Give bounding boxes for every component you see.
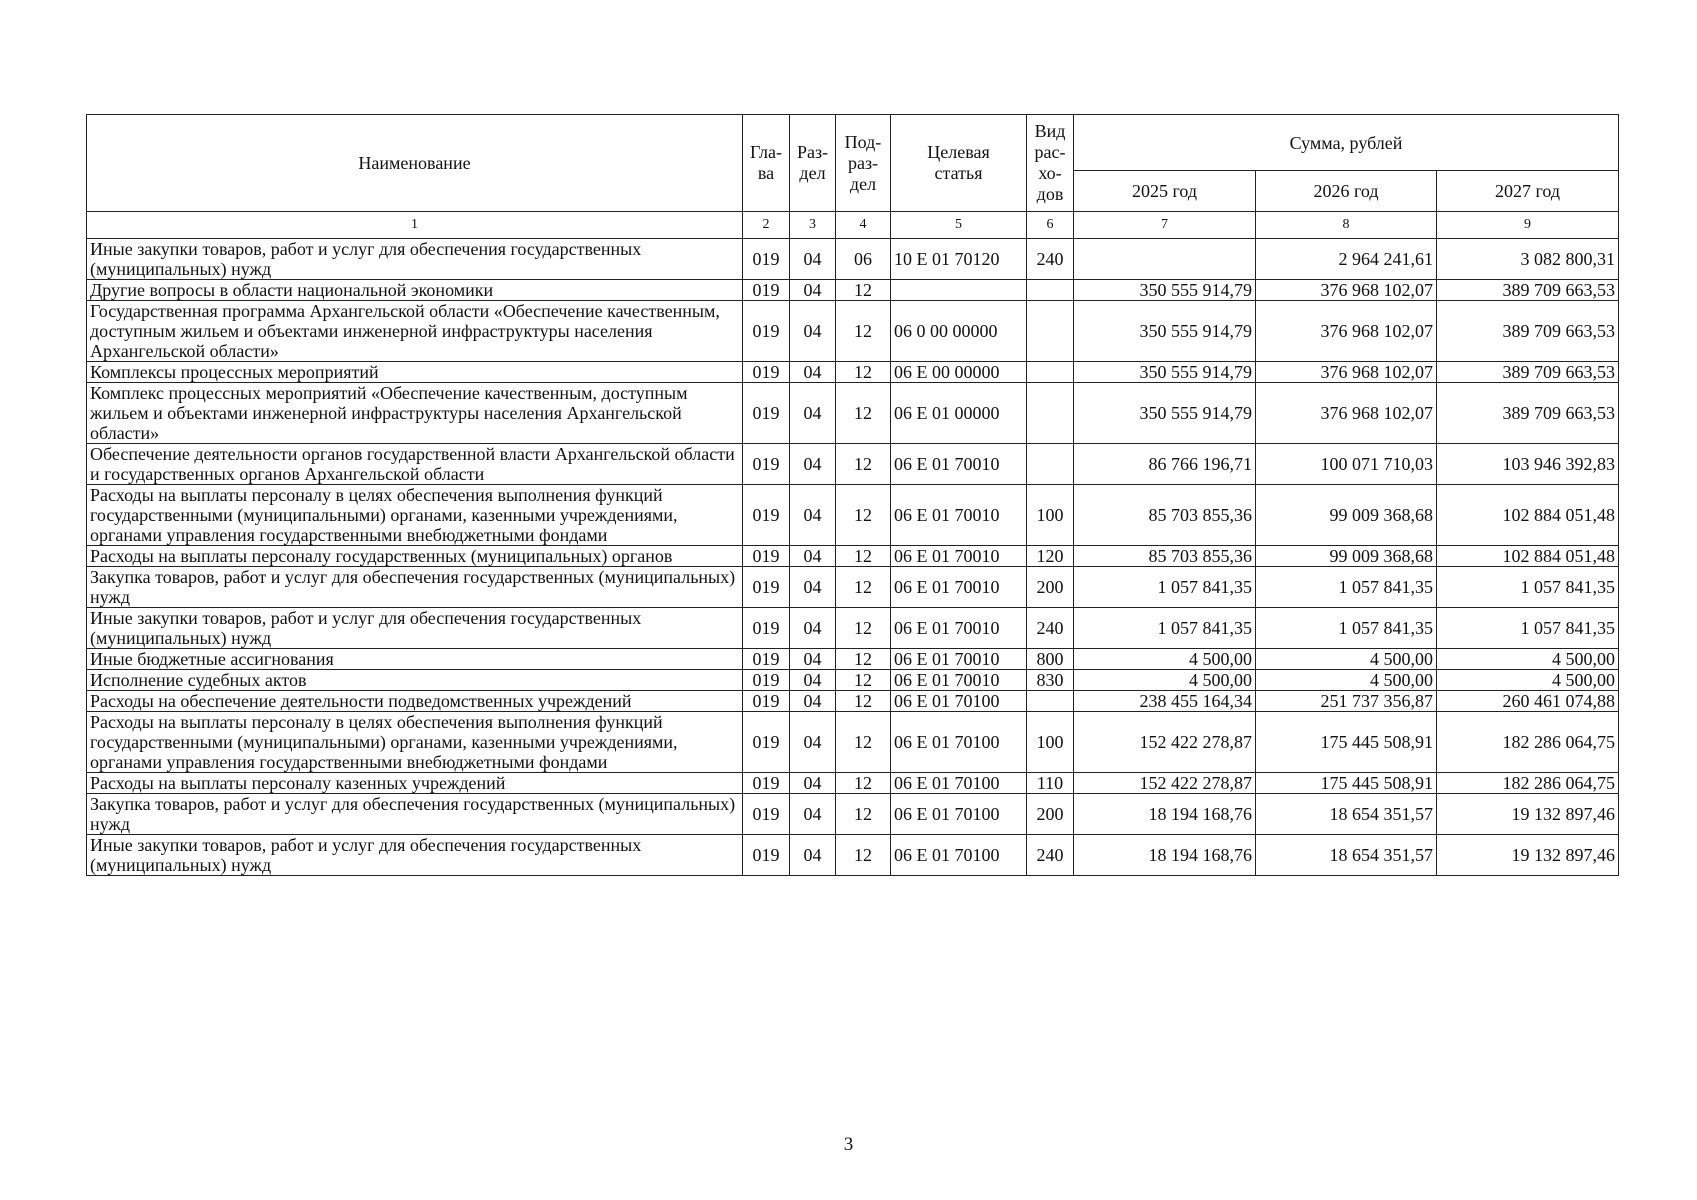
row-sum-2027: 389 709 663,53: [1437, 301, 1619, 362]
row-glava: 019: [743, 444, 790, 485]
row-podrazdel: 12: [836, 670, 891, 691]
header-year-2027: 2027 год: [1437, 171, 1619, 212]
row-sum-2025: 85 703 855,36: [1074, 546, 1256, 567]
row-sum-2026: 4 500,00: [1256, 649, 1437, 670]
row-sum-2026: 18 654 351,57: [1256, 794, 1437, 835]
table-row: [87, 239, 1619, 280]
row-expense-type: [1027, 280, 1074, 301]
row-razdel: 04: [790, 280, 836, 301]
row-target-article: 06 Е 01 70100: [891, 773, 1027, 794]
table-row: [87, 835, 1619, 876]
row-sum-2027: 3 082 800,31: [1437, 239, 1619, 280]
row-podrazdel: 12: [836, 608, 891, 649]
column-number: 4: [836, 212, 891, 239]
row-razdel: 04: [790, 773, 836, 794]
row-name: Комплекс процессных мероприятий «Обеспечение качественным, доступным жильем и объектами инженерной инфраструктуры населения Архангельской области»: [87, 383, 743, 444]
table-row: [87, 546, 1619, 567]
row-sum-2026: 99 009 368,68: [1256, 546, 1437, 567]
row-sum-2026: 376 968 102,07: [1256, 301, 1437, 362]
row-expense-type: [1027, 301, 1074, 362]
table-row: [87, 691, 1619, 712]
header-razdel: Раз- дел: [790, 115, 836, 212]
row-razdel: 04: [790, 835, 836, 876]
row-sum-2027: 1 057 841,35: [1437, 608, 1619, 649]
row-expense-type: [1027, 444, 1074, 485]
row-name: Другие вопросы в области национальной экономики: [87, 280, 743, 301]
row-name: Иные закупки товаров, работ и услуг для обеспечения государственных (муниципальных) нужд: [87, 835, 743, 876]
row-name: Иные бюджетные ассигнования: [87, 649, 743, 670]
row-razdel: 04: [790, 301, 836, 362]
table-row: [87, 670, 1619, 691]
row-sum-2027: 182 286 064,75: [1437, 773, 1619, 794]
row-podrazdel: 12: [836, 280, 891, 301]
header-podrazdel: Под- раз- дел: [836, 115, 891, 212]
row-target-article: 10 Е 01 70120: [891, 239, 1027, 280]
row-target-article: 06 Е 01 70010: [891, 649, 1027, 670]
row-target-article: 06 Е 01 70010: [891, 444, 1027, 485]
row-glava: 019: [743, 649, 790, 670]
row-sum-2027: 389 709 663,53: [1437, 383, 1619, 444]
row-sum-2027: 4 500,00: [1437, 670, 1619, 691]
row-sum-2027: 19 132 897,46: [1437, 835, 1619, 876]
table-row: [87, 567, 1619, 608]
table-row: [87, 383, 1619, 444]
table-header-row: [87, 115, 1619, 171]
row-sum-2025: 18 194 168,76: [1074, 835, 1256, 876]
table-row: [87, 301, 1619, 362]
row-glava: 019: [743, 362, 790, 383]
row-podrazdel: 12: [836, 301, 891, 362]
row-razdel: 04: [790, 485, 836, 546]
row-expense-type: 120: [1027, 546, 1074, 567]
row-podrazdel: 06: [836, 239, 891, 280]
row-razdel: 04: [790, 567, 836, 608]
row-sum-2026: 376 968 102,07: [1256, 280, 1437, 301]
column-number: 9: [1437, 212, 1619, 239]
row-sum-2027: 182 286 064,75: [1437, 712, 1619, 773]
row-glava: 019: [743, 773, 790, 794]
row-glava: 019: [743, 301, 790, 362]
column-number: 2: [743, 212, 790, 239]
row-target-article: 06 Е 01 00000: [891, 383, 1027, 444]
row-target-article: 06 Е 01 70100: [891, 835, 1027, 876]
row-glava: 019: [743, 239, 790, 280]
row-target-article: 06 Е 01 70010: [891, 485, 1027, 546]
row-glava: 019: [743, 280, 790, 301]
row-sum-2027: 389 709 663,53: [1437, 362, 1619, 383]
row-sum-2025: 238 455 164,34: [1074, 691, 1256, 712]
header-year-2025: 2025 год: [1074, 171, 1256, 212]
row-sum-2026: 4 500,00: [1256, 670, 1437, 691]
row-sum-2025: 18 194 168,76: [1074, 794, 1256, 835]
header-celevaya: Целевая статья: [891, 115, 1027, 212]
row-target-article: 06 Е 01 70100: [891, 712, 1027, 773]
table-row: [87, 773, 1619, 794]
row-expense-type: 830: [1027, 670, 1074, 691]
row-name: Закупка товаров, работ и услуг для обеспечения государственных (муниципальных) нужд: [87, 794, 743, 835]
row-podrazdel: 12: [836, 712, 891, 773]
row-glava: 019: [743, 670, 790, 691]
row-glava: 019: [743, 794, 790, 835]
row-sum-2027: 102 884 051,48: [1437, 546, 1619, 567]
row-target-article: 06 Е 01 70010: [891, 608, 1027, 649]
row-sum-2027: 19 132 897,46: [1437, 794, 1619, 835]
table-row: [87, 608, 1619, 649]
row-expense-type: 240: [1027, 239, 1074, 280]
row-podrazdel: 12: [836, 383, 891, 444]
row-expense-type: [1027, 362, 1074, 383]
row-sum-2027: 102 884 051,48: [1437, 485, 1619, 546]
row-podrazdel: 12: [836, 794, 891, 835]
row-target-article: 06 Е 00 00000: [891, 362, 1027, 383]
row-expense-type: 100: [1027, 485, 1074, 546]
row-sum-2026: 18 654 351,57: [1256, 835, 1437, 876]
row-sum-2025: 350 555 914,79: [1074, 383, 1256, 444]
table-row: [87, 362, 1619, 383]
row-podrazdel: 12: [836, 362, 891, 383]
row-sum-2025: 350 555 914,79: [1074, 280, 1256, 301]
table-row: [87, 485, 1619, 546]
row-target-article: [891, 280, 1027, 301]
column-number: 8: [1256, 212, 1437, 239]
row-target-article: 06 Е 01 70010: [891, 546, 1027, 567]
row-expense-type: 800: [1027, 649, 1074, 670]
budget-table: [86, 114, 1619, 876]
row-sum-2025: 1 057 841,35: [1074, 608, 1256, 649]
row-name: Расходы на выплаты персоналу в целях обеспечения выполнения функций государственными (муниципальными) органами, казенными учреждениями, органами управления государственными внебюджетными фондами: [87, 485, 743, 546]
row-sum-2026: 376 968 102,07: [1256, 362, 1437, 383]
row-podrazdel: 12: [836, 444, 891, 485]
table-row: [87, 794, 1619, 835]
row-razdel: 04: [790, 691, 836, 712]
row-razdel: 04: [790, 712, 836, 773]
row-name: Иные закупки товаров, работ и услуг для обеспечения государственных (муниципальных) нужд: [87, 608, 743, 649]
row-sum-2026: 99 009 368,68: [1256, 485, 1437, 546]
row-sum-2025: 4 500,00: [1074, 670, 1256, 691]
row-podrazdel: 12: [836, 546, 891, 567]
header-name: Наименование: [87, 115, 743, 212]
row-podrazdel: 12: [836, 485, 891, 546]
table-row: [87, 649, 1619, 670]
row-sum-2026: 376 968 102,07: [1256, 383, 1437, 444]
row-sum-2025: 85 703 855,36: [1074, 485, 1256, 546]
row-name: Иные закупки товаров, работ и услуг для обеспечения государственных (муниципальных) нужд: [87, 239, 743, 280]
row-expense-type: [1027, 691, 1074, 712]
row-name: Обеспечение деятельности органов государственной власти Архангельской области и государственных органов Архангельской области: [87, 444, 743, 485]
table-row: [87, 444, 1619, 485]
page-number: 3: [843, 1134, 854, 1155]
row-razdel: 04: [790, 546, 836, 567]
row-glava: 019: [743, 485, 790, 546]
row-sum-2026: 100 071 710,03: [1256, 444, 1437, 485]
header-year-2026: 2026 год: [1256, 171, 1437, 212]
row-name: Комплексы процессных мероприятий: [87, 362, 743, 383]
row-name: Расходы на обеспечение деятельности подведомственных учреждений: [87, 691, 743, 712]
row-glava: 019: [743, 712, 790, 773]
row-sum-2025: 152 422 278,87: [1074, 712, 1256, 773]
row-sum-2026: 1 057 841,35: [1256, 567, 1437, 608]
row-podrazdel: 12: [836, 691, 891, 712]
table-row: [87, 712, 1619, 773]
row-name: Государственная программа Архангельской области «Обеспечение качественным, доступным жильем и объектами инженерной инфраструктуры населения Архангельской области»: [87, 301, 743, 362]
row-name: Расходы на выплаты персоналу в целях обеспечения выполнения функций государственными (муниципальными) органами, казенными учреждениями, органами управления государственными внебюджетными фондами: [87, 712, 743, 773]
row-expense-type: 240: [1027, 835, 1074, 876]
row-razdel: 04: [790, 239, 836, 280]
row-expense-type: 110: [1027, 773, 1074, 794]
header-sum: Сумма, рублей: [1074, 115, 1619, 171]
row-razdel: 04: [790, 362, 836, 383]
header-vid: Вид рас- хо- дов: [1027, 115, 1074, 212]
row-razdel: 04: [790, 670, 836, 691]
row-sum-2025: 86 766 196,71: [1074, 444, 1256, 485]
row-sum-2026: 2 964 241,61: [1256, 239, 1437, 280]
column-number: 5: [891, 212, 1027, 239]
row-razdel: 04: [790, 794, 836, 835]
row-expense-type: 240: [1027, 608, 1074, 649]
row-sum-2026: 175 445 508,91: [1256, 773, 1437, 794]
row-sum-2025: 152 422 278,87: [1074, 773, 1256, 794]
column-number: 7: [1074, 212, 1256, 239]
row-target-article: 06 Е 01 70100: [891, 794, 1027, 835]
row-sum-2025: 350 555 914,79: [1074, 301, 1256, 362]
row-name: Закупка товаров, работ и услуг для обеспечения государственных (муниципальных) нужд: [87, 567, 743, 608]
row-podrazdel: 12: [836, 773, 891, 794]
row-glava: 019: [743, 835, 790, 876]
row-razdel: 04: [790, 649, 836, 670]
column-number: 6: [1027, 212, 1074, 239]
row-target-article: 06 0 00 00000: [891, 301, 1027, 362]
table-body: [87, 239, 1619, 876]
column-number: 3: [790, 212, 836, 239]
row-sum-2026: 251 737 356,87: [1256, 691, 1437, 712]
row-glava: 019: [743, 383, 790, 444]
row-expense-type: 200: [1027, 794, 1074, 835]
row-expense-type: 200: [1027, 567, 1074, 608]
row-target-article: 06 Е 01 70010: [891, 670, 1027, 691]
row-podrazdel: 12: [836, 567, 891, 608]
column-number: 1: [87, 212, 743, 239]
row-glava: 019: [743, 546, 790, 567]
row-podrazdel: 12: [836, 649, 891, 670]
row-razdel: 04: [790, 383, 836, 444]
row-sum-2025: 1 057 841,35: [1074, 567, 1256, 608]
row-sum-2027: 260 461 074,88: [1437, 691, 1619, 712]
row-sum-2026: 1 057 841,35: [1256, 608, 1437, 649]
column-number-row: [87, 212, 1619, 239]
row-expense-type: 100: [1027, 712, 1074, 773]
row-sum-2025: 350 555 914,79: [1074, 362, 1256, 383]
row-razdel: 04: [790, 608, 836, 649]
row-glava: 019: [743, 608, 790, 649]
row-target-article: 06 Е 01 70100: [891, 691, 1027, 712]
row-sum-2027: 389 709 663,53: [1437, 280, 1619, 301]
row-glava: 019: [743, 567, 790, 608]
row-expense-type: [1027, 383, 1074, 444]
row-target-article: 06 Е 01 70010: [891, 567, 1027, 608]
row-name: Расходы на выплаты персоналу государственных (муниципальных) органов: [87, 546, 743, 567]
row-podrazdel: 12: [836, 835, 891, 876]
row-glava: 019: [743, 691, 790, 712]
table-row: [87, 280, 1619, 301]
row-name: Исполнение судебных актов: [87, 670, 743, 691]
row-name: Расходы на выплаты персоналу казенных учреждений: [87, 773, 743, 794]
header-glava: Гла- ва: [743, 115, 790, 212]
row-sum-2027: 4 500,00: [1437, 649, 1619, 670]
row-sum-2027: 103 946 392,83: [1437, 444, 1619, 485]
row-sum-2025: 4 500,00: [1074, 649, 1256, 670]
row-sum-2026: 175 445 508,91: [1256, 712, 1437, 773]
row-razdel: 04: [790, 444, 836, 485]
row-sum-2027: 1 057 841,35: [1437, 567, 1619, 608]
row-sum-2025: [1074, 239, 1256, 280]
